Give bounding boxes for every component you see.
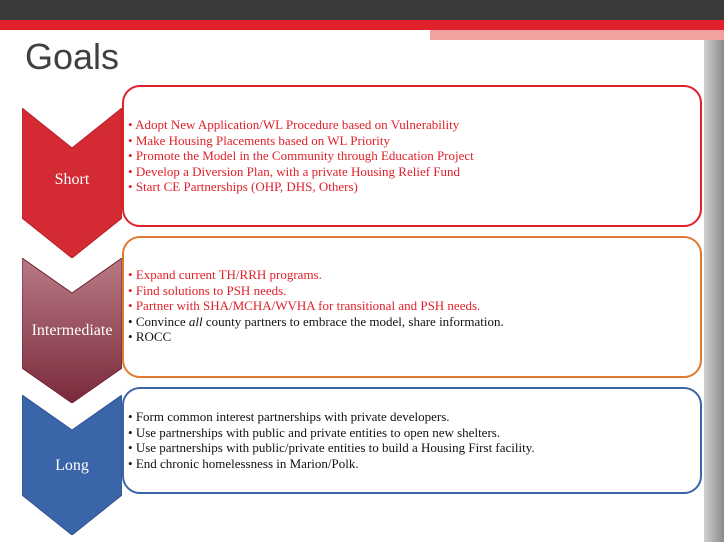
goal-item: • Form common interest partnerships with private developers. bbox=[128, 409, 700, 425]
goal-text-post: county partners to embrace the model, share information. bbox=[202, 313, 504, 329]
goal-item: • Develop a Diversion Plan, with a private Housing Relief Fund bbox=[128, 164, 700, 180]
slide-title: Goals bbox=[25, 36, 120, 77]
goal-text-emphasis: all bbox=[188, 313, 203, 329]
chevron-intermediate bbox=[22, 258, 122, 403]
goal-item: • Use partnerships with public and private entities to open new shelters. bbox=[128, 425, 700, 441]
top-band-accent bbox=[430, 30, 724, 40]
goals-box-long bbox=[122, 387, 702, 494]
goal-item bbox=[128, 314, 700, 330]
goals-box-intermediate bbox=[122, 236, 702, 378]
goal-item: • Find solutions to PSH needs. bbox=[128, 283, 700, 299]
goals-box-short bbox=[122, 85, 702, 227]
chevron-label-short: Short bbox=[54, 171, 90, 188]
goal-item: • Partner with SHA/MCHA/WVHA for transitional and PSH needs. bbox=[128, 298, 700, 314]
goal-text-pre: Convince bbox=[135, 313, 189, 329]
goal-item: • Use partnerships with public/private entities to build a Housing First facility. bbox=[128, 440, 700, 456]
slide-edge-shadow bbox=[704, 40, 724, 542]
goal-item: • End chronic homelessness in Marion/Polk. bbox=[128, 456, 700, 472]
top-band-dark bbox=[0, 0, 724, 20]
chevron-label-intermediate: Intermediate bbox=[31, 322, 113, 339]
goal-item: • Adopt New Application/WL Procedure based on Vulnerability bbox=[128, 117, 700, 133]
goal-item: • ROCC bbox=[128, 329, 700, 345]
goal-item: • Expand current TH/RRH programs. bbox=[128, 267, 700, 283]
chevron-long bbox=[22, 395, 122, 535]
top-band-red bbox=[0, 20, 724, 30]
goal-item: • Promote the Model in the Community through Education Project bbox=[128, 148, 700, 164]
goal-item: • Make Housing Placements based on WL Priority bbox=[128, 133, 700, 149]
goal-item: • Start CE Partnerships (OHP, DHS, Others) bbox=[128, 179, 700, 195]
chevron-label-long: Long bbox=[55, 457, 89, 474]
chevron-short bbox=[22, 108, 122, 258]
